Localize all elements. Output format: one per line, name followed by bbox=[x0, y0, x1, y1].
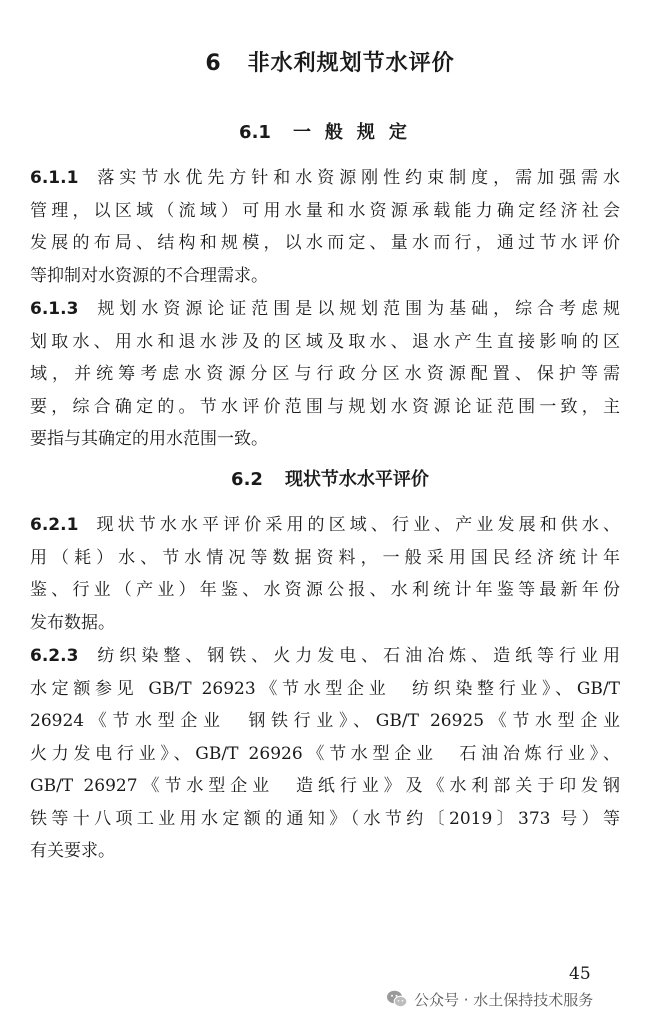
clause-6-2-3 bbox=[30, 640, 620, 868]
clause-line: 发展的布局、结构和规模，以水而定、量水而行，通过节水评价 bbox=[30, 233, 620, 253]
clause-line: 域，并统筹考虑水资源分区与行政分区水资源配置、保护等需 bbox=[30, 364, 620, 384]
chapter-title: 非水利规划节水评价 bbox=[247, 51, 455, 76]
section-heading bbox=[0, 465, 660, 491]
clause-number: 6.2.1 bbox=[30, 515, 79, 535]
clause-6-1-3 bbox=[30, 293, 620, 456]
clause-line: GB/T 26927《节水型企业 造纸行业》及《水利部关于印发钢 bbox=[30, 776, 620, 796]
clause-line: 管理，以区域（流域）可用水量和水资源承载能力确定经济社会 bbox=[30, 200, 620, 221]
clause-line: 要指与其确定的用水范围一致。 bbox=[30, 429, 268, 449]
chapter-number: 6 bbox=[205, 51, 222, 76]
clause-line: 6.2.3 纺织染整、钢铁、火力发电、石油冶炼、造纸等行业用 bbox=[30, 646, 620, 666]
clause-line: 6.1.3 规划水资源论证范围是以规划范围为基础，综合考虑规 bbox=[30, 299, 620, 319]
clause-6-1-1 bbox=[30, 162, 620, 292]
clause-line: 火力发电行业》、GB/T 26926《节水型企业 石油冶炼行业》、 bbox=[30, 743, 620, 764]
clause-line: 发布数据。 bbox=[30, 612, 115, 633]
clause-6-2-1 bbox=[30, 509, 620, 639]
clause-line: 水定额参见 GB/T 26923《节水型企业 纺织染整行业》、GB/T bbox=[30, 678, 620, 699]
chapter-heading bbox=[0, 46, 660, 77]
section-title: 一般规定 bbox=[292, 122, 421, 143]
clause-line: 有关要求。 bbox=[30, 841, 115, 861]
clause-line: 鉴、行业（产业）年鉴、水资源公报、水利统计年鉴等最新年份 bbox=[30, 580, 620, 600]
clause-line: 用（耗）水、节水情况等数据资料，一般采用国民经济统计年 bbox=[30, 547, 620, 568]
clause-line: 等抑制对水资源的不合理需求。 bbox=[30, 265, 268, 286]
section-title: 现状节水水平评价 bbox=[284, 469, 429, 490]
watermark bbox=[386, 986, 593, 1012]
watermark-text: 公众号 · 水土保持技术服务 bbox=[414, 990, 594, 1009]
clause-line: 划取水、用水和退水涉及的区域及取水、退水产生直接影响的区 bbox=[30, 331, 620, 352]
page-number: 45 bbox=[569, 964, 591, 984]
section-number: 6.1 bbox=[239, 122, 271, 143]
clause-line: 6.2.1 现状节水水平评价采用的区域、行业、产业发展和供水、 bbox=[30, 515, 620, 535]
clause-number: 6.2.3 bbox=[30, 646, 79, 666]
clause-line: 26924《节水型企业 钢铁行业》、GB/T 26925《节水型企业 bbox=[30, 711, 620, 731]
wechat-icon bbox=[386, 989, 408, 1009]
clause-line: 要，综合确定的。节水评价范围与规划水资源论证范围一致，主 bbox=[30, 396, 620, 417]
clause-number: 6.1.1 bbox=[30, 168, 79, 188]
clause-number: 6.1.3 bbox=[30, 299, 79, 319]
clause-line: 6.1.1 落实节水优先方针和水资源刚性约束制度，需加强需水 bbox=[30, 168, 620, 188]
clause-line: 铁等十八项工业用水定额的通知》（水节约〔2019〕373 号）等 bbox=[30, 808, 620, 829]
section-heading bbox=[0, 118, 660, 144]
section-number: 6.2 bbox=[231, 469, 263, 490]
